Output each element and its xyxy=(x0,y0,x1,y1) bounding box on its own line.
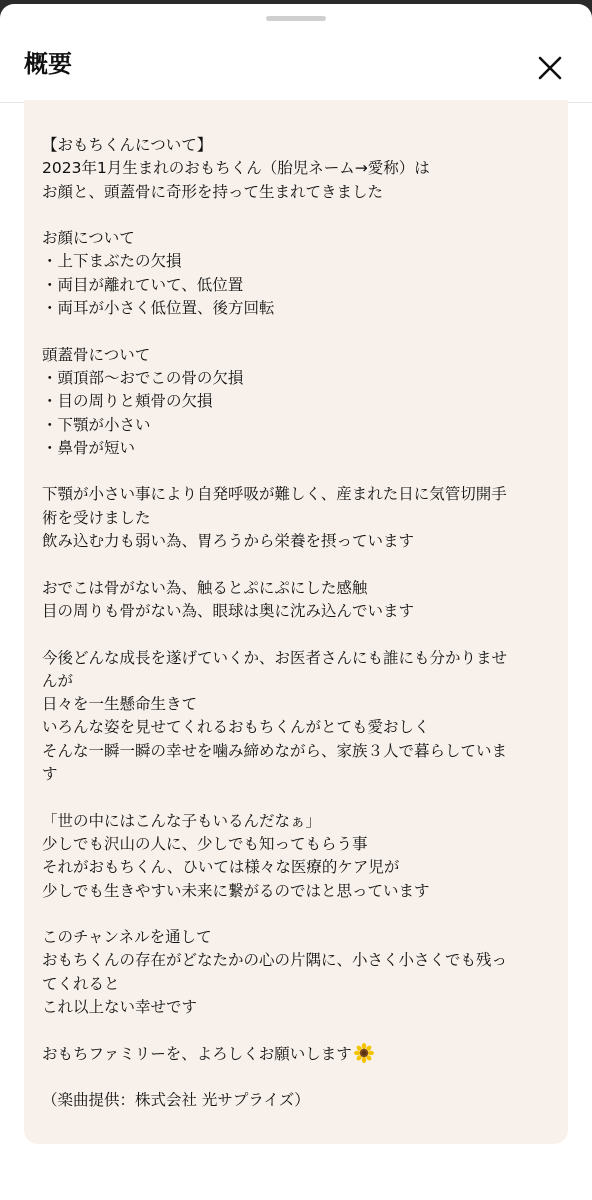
drag-handle[interactable] xyxy=(266,16,326,21)
sunflower-icon xyxy=(354,1043,374,1063)
close-button[interactable] xyxy=(528,46,572,90)
desc-line: 日々を一生懸命生きて xyxy=(42,695,198,714)
desc-line: お顔について xyxy=(42,229,135,248)
desc-line: てくれると xyxy=(42,974,120,993)
desc-line: いろんな姿を見せてくれるおもちくんがとても愛おしく xyxy=(42,718,430,737)
desc-line: ・鼻骨が短い xyxy=(42,438,136,457)
close-icon xyxy=(528,46,572,90)
desc-line: ・上下まぶたの欠損 xyxy=(42,252,182,271)
desc-line: これ以上ない幸せです xyxy=(42,997,198,1016)
desc-line: 今後どんな成長を遂げていくか、お医者さんにも誰にも分かりませ xyxy=(42,648,508,667)
desc-line: 術を受けました xyxy=(42,508,151,527)
desc-line: ・両耳が小さく低位置、後方回転 xyxy=(42,299,275,318)
desc-line: ・両目が離れていて、低位置 xyxy=(42,275,244,294)
description-text xyxy=(42,134,554,1112)
desc-line: それがおもちくん、ひいては様々な医療的ケア児が xyxy=(42,858,400,877)
desc-line: ・目の周りと頬骨の欠損 xyxy=(42,392,213,411)
sheet-header xyxy=(0,32,592,103)
desc-line: 少しでも生きやすい未来に繋がるのではと思っています xyxy=(42,881,430,900)
desc-line: 飲み込む力も弱い為、胃ろうから栄養を摂っています xyxy=(42,532,415,551)
desc-line: そんな一瞬一瞬の幸せを噛み締めながら、家族３人で暮らしていま xyxy=(42,741,508,760)
desc-line: 少しでも沢山の人に、少しでも知ってもらう事 xyxy=(42,834,368,853)
desc-line: お顔と、頭蓋骨に奇形を持って生まれてきました xyxy=(42,182,384,201)
desc-line: （楽曲提供：株式会社 光サプライズ） xyxy=(42,1091,310,1110)
desc-line: 頭蓋骨について xyxy=(42,345,151,364)
desc-line: 【おもちくんについて】 xyxy=(42,136,213,154)
desc-line: おもちファミリーを、よろしくお願いします xyxy=(42,1044,352,1063)
desc-line: おもちくんの存在がどなたかの心の片隅に、小さく小さくでも残っ xyxy=(42,951,508,970)
desc-line: 「世の中にはこんな子もいるんだなぁ」 xyxy=(42,811,322,830)
sheet-title: 概要 xyxy=(24,50,72,78)
desc-line: このチャンネルを通して xyxy=(42,928,212,947)
desc-line: ・頭頂部〜おでこの骨の欠損 xyxy=(42,368,244,387)
desc-line: 目の周りも骨がない為、眼球は奥に沈み込んでいます xyxy=(42,601,415,620)
desc-line: 2023年1月生まれのおもちくん（胎児ネーム→愛称）は xyxy=(42,159,430,178)
desc-line: おでこは骨がない為、触るとぷにぷにした感触 xyxy=(42,578,368,597)
desc-line: ・下顎が小さい xyxy=(42,415,151,434)
desc-line: んが xyxy=(42,671,74,690)
desc-line: す xyxy=(42,765,58,784)
desc-line: 下顎が小さい事により自発呼吸が難しく、産まれた日に気管切開手 xyxy=(42,485,507,504)
